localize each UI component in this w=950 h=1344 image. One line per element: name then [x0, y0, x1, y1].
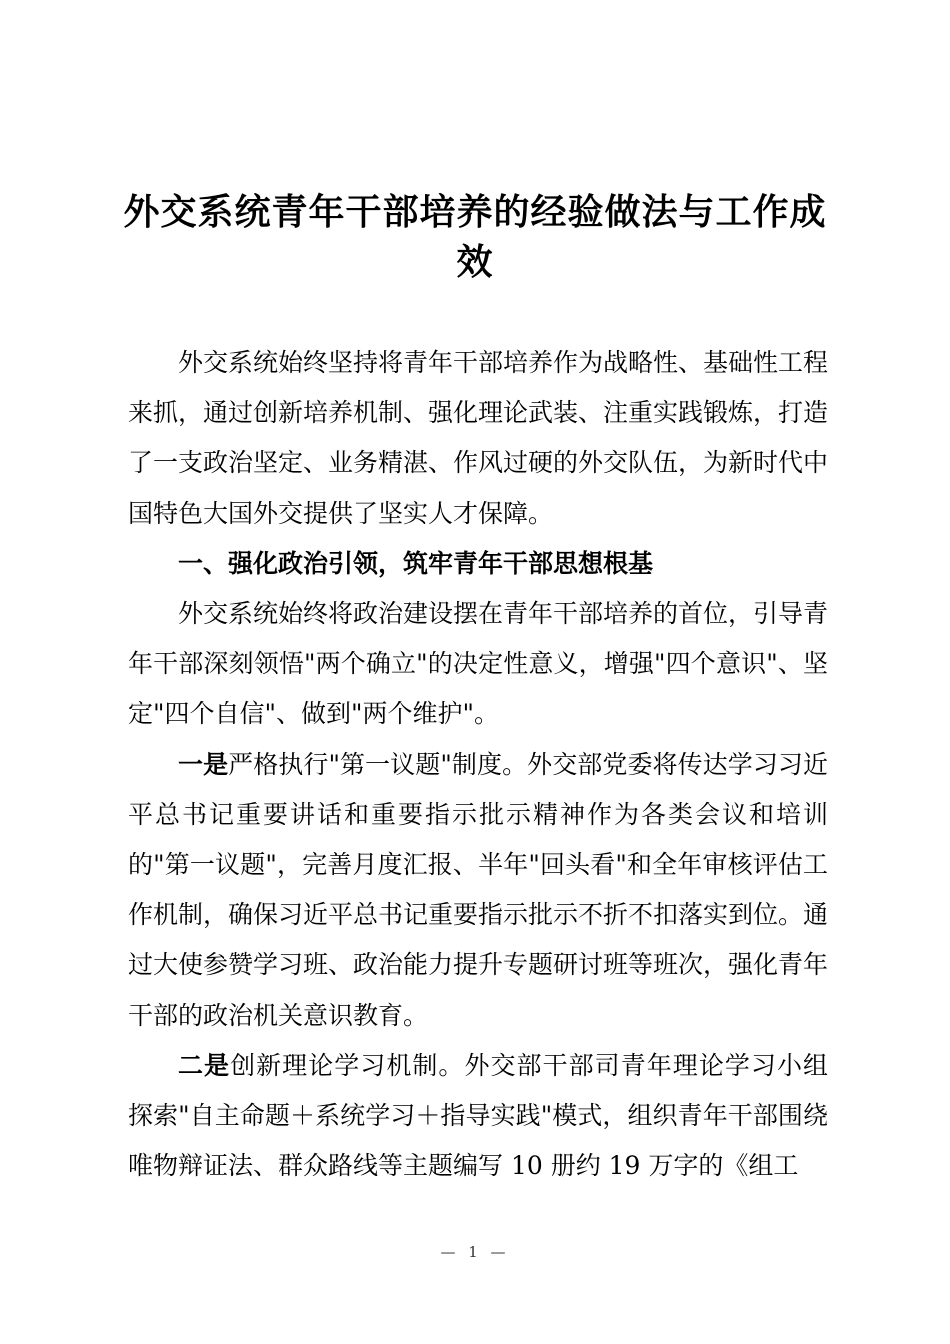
point-2-lead: 二是 — [178, 1050, 231, 1080]
paragraph-section-intro: 外交系统始终将政治建设摆在青年干部培养的首位，引导青年干部深刻领悟"两个确立"的决定性意义，增强"四个意识"、坚定"四个自信"、做到"两个维护"。 — [128, 599, 829, 729]
document-body — [128, 338, 828, 1191]
paragraph-intro: 外交系统始终坚持将青年干部培养作为战略性、基础性工程来抓，通过创新培养机制、强化理论武装、注重实践锻炼，打造了一支政治坚定、业务精湛、作风过硬的外交队伍，为新时代中国特色大国外交提供了坚实人才保障。 — [128, 348, 829, 528]
point-2-text: 创新理论学习机制。外交部干部司青年理论学习小组探索"自主命题＋系统学习＋指导实践"模式，组织青年干部围绕唯物辩证法、群众路线等主题编写 10 册约 19 万字的《组工 — [128, 1050, 828, 1181]
point-1-text: 严格执行"第一议题"制度。外交部党委将传达学习习近平总书记重要讲话和重要指示批示精神作为各类会议和培训的"第一议题"，完善月度汇报、半年"回头看"和全年审核评估工作机制，确保习近平总书记重要指示批示不折不扣落实到位。通过大使参赞学习班、政治能力提升专题研讨班等班次，强化青年干部的政治机关意识教育。 — [128, 749, 829, 1030]
paragraph-point-1 — [128, 740, 828, 1041]
point-1-lead: 一是 — [178, 749, 229, 779]
page-number: — 1 — — [440, 1243, 510, 1261]
document-title: 外交系统青年干部培养的经验做法与工作成效 — [123, 192, 827, 283]
paragraph-point-2 — [128, 1041, 828, 1192]
section-heading: 一、强化政治引领，筑牢青年干部思想根基 — [178, 548, 654, 578]
